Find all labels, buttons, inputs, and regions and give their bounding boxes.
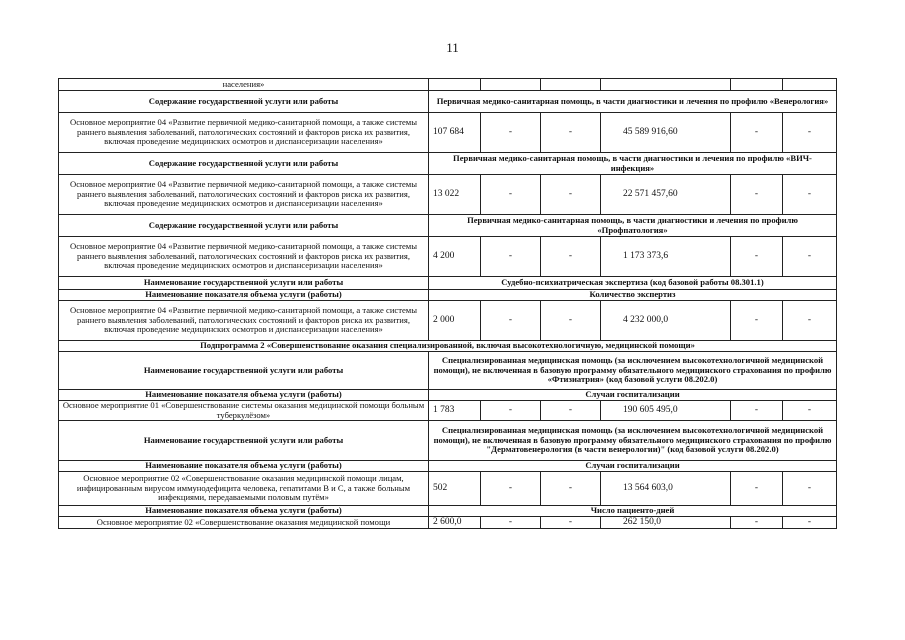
subprogram-title: Подпрограмма 2 «Совершенствование оказания специализированной, включая высокотехнологичную, медицинской помощи» bbox=[59, 341, 837, 352]
service-name: Число пациенто-дней bbox=[429, 506, 837, 517]
value-cell-1: 13 022 bbox=[429, 175, 481, 215]
value-cell-4: 45 589 916,60 bbox=[601, 113, 731, 153]
value-cell-1: 2 600,0 bbox=[429, 517, 481, 529]
table-row bbox=[59, 517, 837, 529]
activity-name: Основное мероприятие 02 «Совершенствование оказания медицинской помощи bbox=[59, 517, 429, 529]
value-cell-4: 262 150,0 bbox=[601, 517, 731, 529]
service-name: Специализированная медицинская помощь (за исключением высокотехнологичной медицинской помощи), не включенная в базовую программу обязательного медицинского страхования по профилю "Дерматовенерология (в части венерологии)" (код базовой услуги 08.202.0) bbox=[429, 421, 837, 461]
header-label: Наименование показателя объема услуги (работы) bbox=[59, 461, 429, 472]
section-header-row bbox=[59, 461, 837, 472]
value-cell-2: - bbox=[481, 237, 541, 277]
section-header-row bbox=[59, 390, 837, 401]
value-cell-2: - bbox=[481, 472, 541, 506]
table-row bbox=[59, 401, 837, 421]
header-label: Наименование государственной услуги или работы bbox=[59, 352, 429, 390]
value-cell-6: - bbox=[783, 113, 837, 153]
value-cell-2: - bbox=[481, 401, 541, 421]
activity-name: Основное мероприятие 04 «Развитие первичной медико-санитарной помощи, а также системы раннего выявления заболеваний, патологических состояний и факторов риска их развития, включая проведение медицинских осмотров и диспансеризации населения» bbox=[59, 301, 429, 341]
state-program-table bbox=[58, 78, 837, 529]
value-cell-5 bbox=[731, 79, 783, 91]
value-cell-2 bbox=[481, 79, 541, 91]
section-header-row bbox=[59, 506, 837, 517]
value-cell-1: 1 783 bbox=[429, 401, 481, 421]
value-cell-4: 22 571 457,60 bbox=[601, 175, 731, 215]
header-label: Содержание государственной услуги или работы bbox=[59, 91, 429, 113]
value-cell-5: - bbox=[731, 401, 783, 421]
value-cell-1: 2 000 bbox=[429, 301, 481, 341]
value-cell-6: - bbox=[783, 401, 837, 421]
header-label: Наименование государственной услуги или работы bbox=[59, 421, 429, 461]
value-cell-3 bbox=[541, 79, 601, 91]
table-row bbox=[59, 175, 837, 215]
value-cell-5: - bbox=[731, 237, 783, 277]
value-cell-2: - bbox=[481, 517, 541, 529]
value-cell-3: - bbox=[541, 401, 601, 421]
value-cell-2: - bbox=[481, 113, 541, 153]
value-cell-3: - bbox=[541, 472, 601, 506]
header-label: Наименование показателя объема услуги (работы) bbox=[59, 506, 429, 517]
section-header-row bbox=[59, 421, 837, 461]
value-cell-1: 502 bbox=[429, 472, 481, 506]
section-header-row bbox=[59, 277, 837, 290]
activity-name: Основное мероприятие 04 «Развитие первичной медико-санитарной помощи, а также системы раннего выявления заболеваний, патологических состояний и факторов риска их развития, включая проведение медицинских осмотров и диспансеризации населения» bbox=[59, 175, 429, 215]
value-cell-6: - bbox=[783, 301, 837, 341]
value-cell-6: - bbox=[783, 472, 837, 506]
value-cell-5: - bbox=[731, 113, 783, 153]
header-label: Содержание государственной услуги или работы bbox=[59, 215, 429, 237]
value-cell-4: 1 173 373,6 bbox=[601, 237, 731, 277]
table-row bbox=[59, 79, 837, 91]
value-cell-4: 4 232 000,0 bbox=[601, 301, 731, 341]
value-cell-5: - bbox=[731, 517, 783, 529]
service-name: Случаи госпитализации bbox=[429, 461, 837, 472]
value-cell-3: - bbox=[541, 113, 601, 153]
service-name: Первичная медико-санитарная помощь, в части диагностики и лечения по профилю «ВИЧ-инфекция» bbox=[429, 153, 837, 175]
value-cell-1 bbox=[429, 79, 481, 91]
section-header-row bbox=[59, 91, 837, 113]
value-cell-2: - bbox=[481, 301, 541, 341]
header-label: Наименование государственной услуги или работы bbox=[59, 277, 429, 290]
activity-name: населения» bbox=[59, 79, 429, 91]
value-cell-6: - bbox=[783, 237, 837, 277]
service-name: Случаи госпитализации bbox=[429, 390, 837, 401]
header-label: Содержание государственной услуги или работы bbox=[59, 153, 429, 175]
value-cell-6: - bbox=[783, 517, 837, 529]
value-cell-3: - bbox=[541, 517, 601, 529]
table-row bbox=[59, 237, 837, 277]
subprogram-row bbox=[59, 341, 837, 352]
section-header-row bbox=[59, 153, 837, 175]
activity-name: Основное мероприятие 04 «Развитие первичной медико-санитарной помощи, а также системы раннего выявления заболеваний, патологических состояний и факторов риска их развития, включая проведение медицинских осмотров и диспансеризации населения» bbox=[59, 113, 429, 153]
header-label: Наименование показателя объема услуги (работы) bbox=[59, 390, 429, 401]
value-cell-4 bbox=[601, 79, 731, 91]
activity-name: Основное мероприятие 01 «Совершенствование системы оказания медицинской помощи больным туберкулёзом» bbox=[59, 401, 429, 421]
value-cell-1: 107 684 bbox=[429, 113, 481, 153]
value-cell-4: 13 564 603,0 bbox=[601, 472, 731, 506]
table-row bbox=[59, 113, 837, 153]
service-name: Судебно-психиатрическая экспертиза (код базовой работы 08.301.1) bbox=[429, 277, 837, 290]
value-cell-3: - bbox=[541, 237, 601, 277]
service-name: Количество экспертиз bbox=[429, 290, 837, 301]
value-cell-3: - bbox=[541, 175, 601, 215]
value-cell-5: - bbox=[731, 175, 783, 215]
value-cell-4: 190 605 495,0 bbox=[601, 401, 731, 421]
value-cell-6: - bbox=[783, 175, 837, 215]
activity-name: Основное мероприятие 04 «Развитие первичной медико-санитарной помощи, а также системы раннего выявления заболеваний, патологических состояний и факторов риска их развития, включая проведение медицинских осмотров и диспансеризации населения» bbox=[59, 237, 429, 277]
section-header-row bbox=[59, 215, 837, 237]
activity-name: Основное мероприятие 02 «Совершенствование оказания медицинской помощи лицам, инфицированным вирусом иммунодефицита человека, гепатитами В и С, а также больным инфекциями, передаваемыми половым путём» bbox=[59, 472, 429, 506]
section-header-row bbox=[59, 352, 837, 390]
table-row bbox=[59, 301, 837, 341]
service-name: Первичная медико-санитарная помощь, в части диагностики и лечения по профилю «Венерология» bbox=[429, 91, 837, 113]
header-label: Наименование показателя объема услуги (работы) bbox=[59, 290, 429, 301]
value-cell-6 bbox=[783, 79, 837, 91]
value-cell-3: - bbox=[541, 301, 601, 341]
service-name: Специализированная медицинская помощь (за исключением высокотехнологичной медицинской помощи), не включенная в базовую программу обязательного медицинского страхования по профилю «Фтизиатрия» (код базовой услуги 08.202.0) bbox=[429, 352, 837, 390]
value-cell-5: - bbox=[731, 472, 783, 506]
value-cell-1: 4 200 bbox=[429, 237, 481, 277]
value-cell-2: - bbox=[481, 175, 541, 215]
page-number: 11 bbox=[446, 40, 459, 55]
section-header-row bbox=[59, 290, 837, 301]
table-body bbox=[59, 79, 837, 529]
value-cell-5: - bbox=[731, 301, 783, 341]
service-name: Первичная медико-санитарная помощь, в части диагностики и лечения по профилю «Профпатология» bbox=[429, 215, 837, 237]
table-row bbox=[59, 472, 837, 506]
